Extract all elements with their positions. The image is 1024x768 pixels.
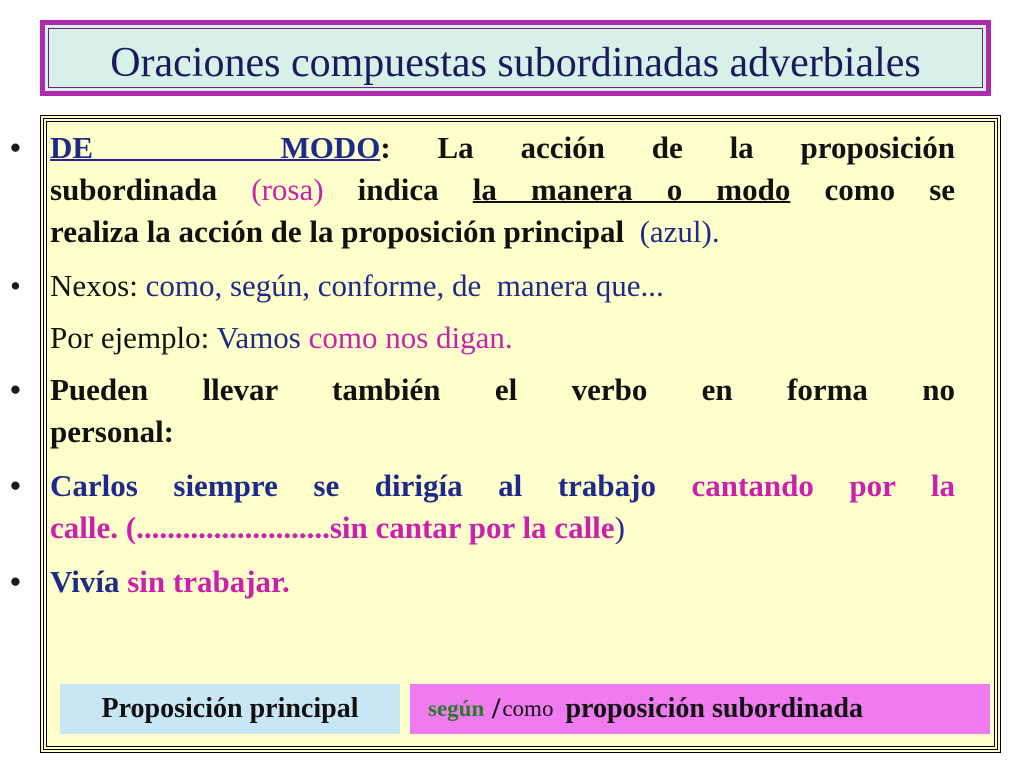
bullet-1: • [10, 130, 21, 165]
ejemplo-label: Por ejemplo: [50, 320, 217, 355]
vivia-sub: sin trabajar. [127, 564, 290, 599]
ejemplo-main: Vamos [216, 320, 309, 355]
legend-subordinada-text: proposición subordinada [565, 693, 863, 724]
paragraph-pueden [10, 369, 955, 453]
title-box [40, 20, 991, 96]
p1-line-3: realiza la acción de la proposición principal (azul). [50, 214, 720, 249]
manera-modo-underlined: la manera o modo [472, 172, 791, 207]
p4-line-2: personal: [50, 414, 174, 449]
bullet-4: • [10, 468, 21, 503]
azul-label: (azul). [639, 214, 720, 249]
paragraph-vivia [10, 561, 955, 603]
p1-line-2: subordinada (rosa) indica la manera o modo como se [50, 172, 956, 207]
legend-como: como [502, 696, 554, 721]
paragraph-carlos [10, 465, 955, 549]
bullet-2: • [10, 268, 21, 303]
p1-line-1: DE MODO: La acción de la proposición [50, 130, 955, 165]
rosa-label: (rosa) [251, 172, 324, 207]
de-modo-term: DE MODO [50, 130, 381, 165]
ejemplo-sub: como nos digan. [308, 320, 513, 355]
p1-line1-text: La acción de la proposición [437, 130, 955, 165]
p5-line-1 [50, 465, 955, 507]
bullet-5: • [10, 564, 21, 599]
legend-slash: / [492, 692, 501, 725]
paragraph-nexos [10, 265, 955, 307]
p4-line-1: Pueden llevar también el verbo en forma no [50, 372, 955, 407]
carlos-sub: cantando por la [691, 468, 955, 503]
bullet-3: • [10, 372, 21, 407]
paragraph-ejemplo [50, 317, 955, 359]
p5-line-2: calle. (.........................sin cantar por la calle) [50, 510, 625, 545]
legend-subordinada [410, 684, 990, 734]
nexos-values: como, según, conforme, de manera que... [145, 268, 664, 303]
carlos-sub-cont: calle. (.........................sin cantar por la calle [50, 510, 615, 545]
legend-segun: según [428, 696, 490, 721]
legend-principal: Proposición principal [60, 684, 400, 734]
slide-title: Oraciones compuestas subordinadas adverbiales [110, 40, 921, 86]
nexos-label: Nexos: [50, 268, 146, 303]
carlos-main: Carlos siempre se dirigía al trabajo [50, 468, 692, 503]
vivia-main: Vivía [50, 564, 128, 599]
paragraph-de-modo [10, 127, 956, 253]
